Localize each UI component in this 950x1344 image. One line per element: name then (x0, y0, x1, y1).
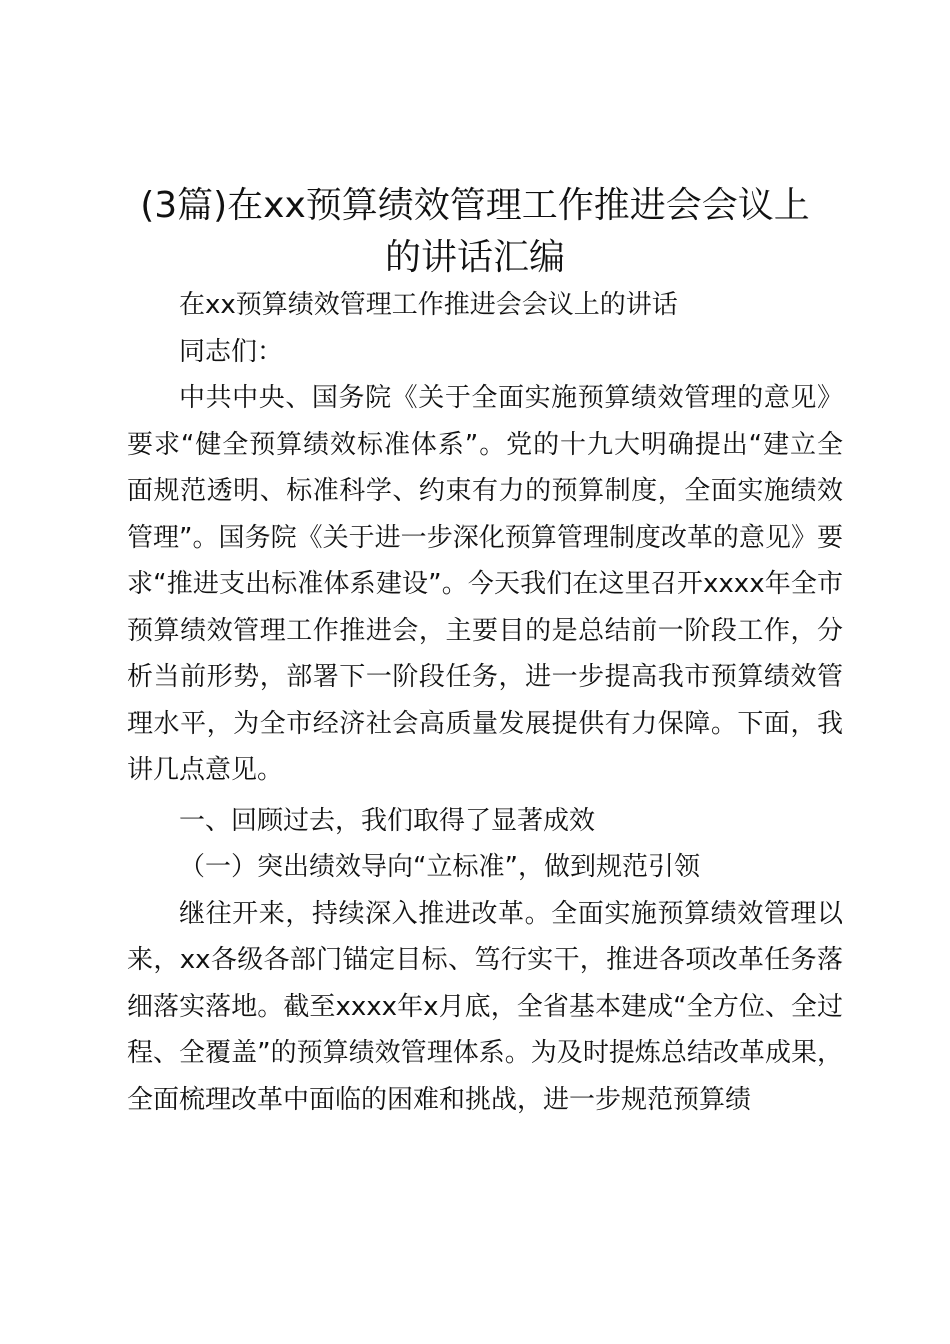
title-line-1: (3篇)在xx预算绩效管理工作推进会会议上 (140, 185, 810, 226)
document-title (100, 180, 850, 284)
salutation: 同志们： (179, 336, 284, 367)
section-heading-1: 一、回顾过去，我们取得了显著成效 (179, 805, 596, 836)
speech-subtitle: 在xx预算绩效管理工作推进会会议上的讲话 (179, 290, 678, 320)
subsection-heading-1: （一）突出绩效导向“立标准”，做到规范引领 (179, 852, 700, 882)
document-body (127, 282, 843, 1123)
paragraph-intro: 中共中央、国务院《关于全面实施预算绩效管理的意见》要求“健全预算绩效标准体系”。党的十九大明确提出“建立全面规范透明、标准科学、约束有力的预算制度，全面实施绩效管理”。国务院《关于进一步深化预算管理制度改革的意见》要求“推进支出标准体系建设”。今天我们在这里召开xxxx年全市预算绩效管理工作推进会，主要目的是总结前一阶段工作，分析当前形势，部署下一阶段任务，进一步提高我市预算绩效管理水平，为全市经济社会高质量发展提供有力保障。下面，我讲几点意见。 (127, 383, 843, 785)
title-line-2: 的讲话汇编 (384, 237, 565, 278)
paragraph-reform: 继往开来，持续深入推进改革。全面实施预算绩效管理以来，xx各级各部门锚定目标、笃行实干，推进各项改革任务落细落实落地。截至xxxx年x月底，全省基本建成“全方位、全过程、全覆盖”的预算绩效管理体系。为及时提炼总结改革成果，全面梳理改革中面临的困难和挑战，进一步规范预算绩 (127, 898, 843, 1115)
